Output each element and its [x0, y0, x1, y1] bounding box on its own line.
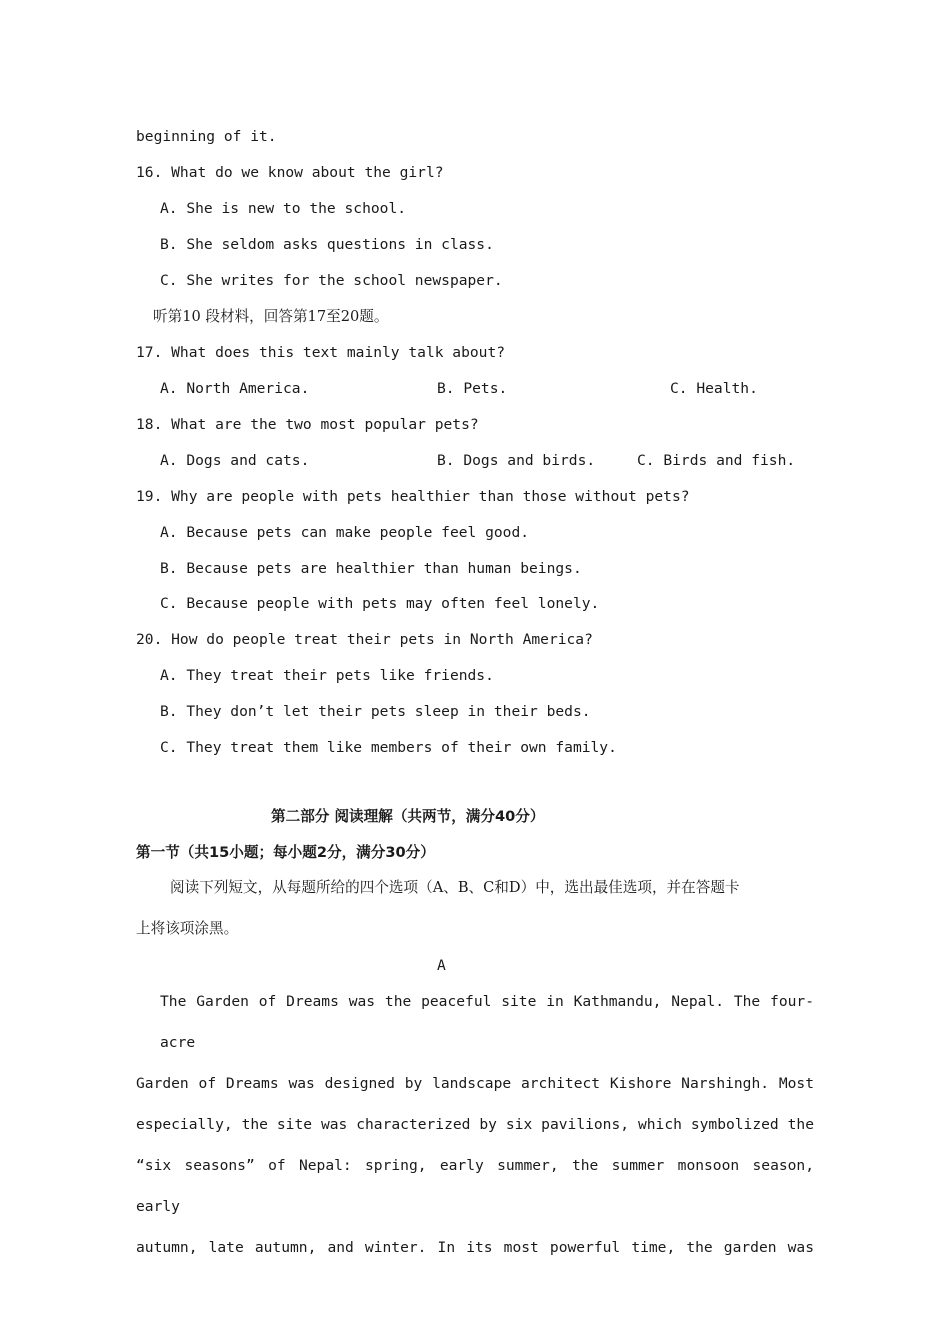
continuation-text: beginning of it. [136, 128, 277, 145]
q20-option-a: A. They treat their pets like friends. [160, 667, 494, 684]
question-20: 20. How do people treat their pets in North America? [136, 631, 593, 648]
q16-option-b: B. She seldom asks questions in class. [160, 236, 494, 253]
q18-option-c: C. Birds and fish. [637, 452, 796, 469]
passage-line: especially, the site was characterized by six pavilions, which symbolized the [136, 1116, 814, 1133]
instruction-line-2: 上将该项涂黑。 [136, 920, 239, 937]
q16-option-a: A. She is new to the school. [160, 200, 407, 217]
q19-option-c: C. Because people with pets may often feel lonely. [160, 595, 600, 612]
section-one-title: 第一节（共15小题；每小题2分，满分30分） [136, 844, 435, 861]
q17-option-a: A. North America. [160, 380, 310, 397]
passage-line: The Garden of Dreams was the peaceful site in Kathmandu, Nepal. The four-acre [160, 993, 814, 1051]
question-16: 16. What do we know about the girl? [136, 164, 444, 181]
q20-option-c: C. They treat them like members of their own family. [160, 739, 617, 756]
reading-instruction [136, 867, 814, 949]
q19-option-a: A. Because pets can make people feel good. [160, 524, 530, 541]
passage-line: “six seasons” of Nepal: spring, early summer, the summer monsoon season, early [136, 1157, 814, 1215]
q16-option-c: C. She writes for the school newspaper. [160, 272, 503, 289]
question-18: 18. What are the two most popular pets? [136, 416, 479, 433]
q20-option-b: B. They don’t let their pets sleep in their beds. [160, 703, 591, 720]
section-10-instruction: 听第10 段材料，回答第17至20题。 [153, 308, 389, 325]
instruction-line-1: 阅读下列短文，从每题所给的四个选项（A、B、C和D）中，选出最佳选项，并在答题卡 [170, 879, 740, 896]
passage-line: autumn, late autumn, and winter. In its most powerful time, the garden was [136, 1239, 814, 1256]
q18-option-b: B. Dogs and birds. [437, 452, 596, 469]
question-19: 19. Why are people with pets healthier than those without pets? [136, 488, 690, 505]
question-17: 17. What does this text mainly talk about? [136, 344, 506, 361]
q19-option-b: B. Because pets are healthier than human beings. [160, 560, 582, 577]
q17-option-c: C. Health. [670, 380, 758, 397]
passage-a-text [136, 981, 814, 1268]
passage-label: A [437, 957, 446, 974]
q18-option-a: A. Dogs and cats. [160, 452, 310, 469]
q17-option-b: B. Pets. [437, 380, 508, 397]
part-two-title: 第二部分 阅读理解（共两节，满分40分） [271, 808, 545, 825]
passage-line: Garden of Dreams was designed by landscape architect Kishore Narshingh. Most [136, 1075, 814, 1092]
